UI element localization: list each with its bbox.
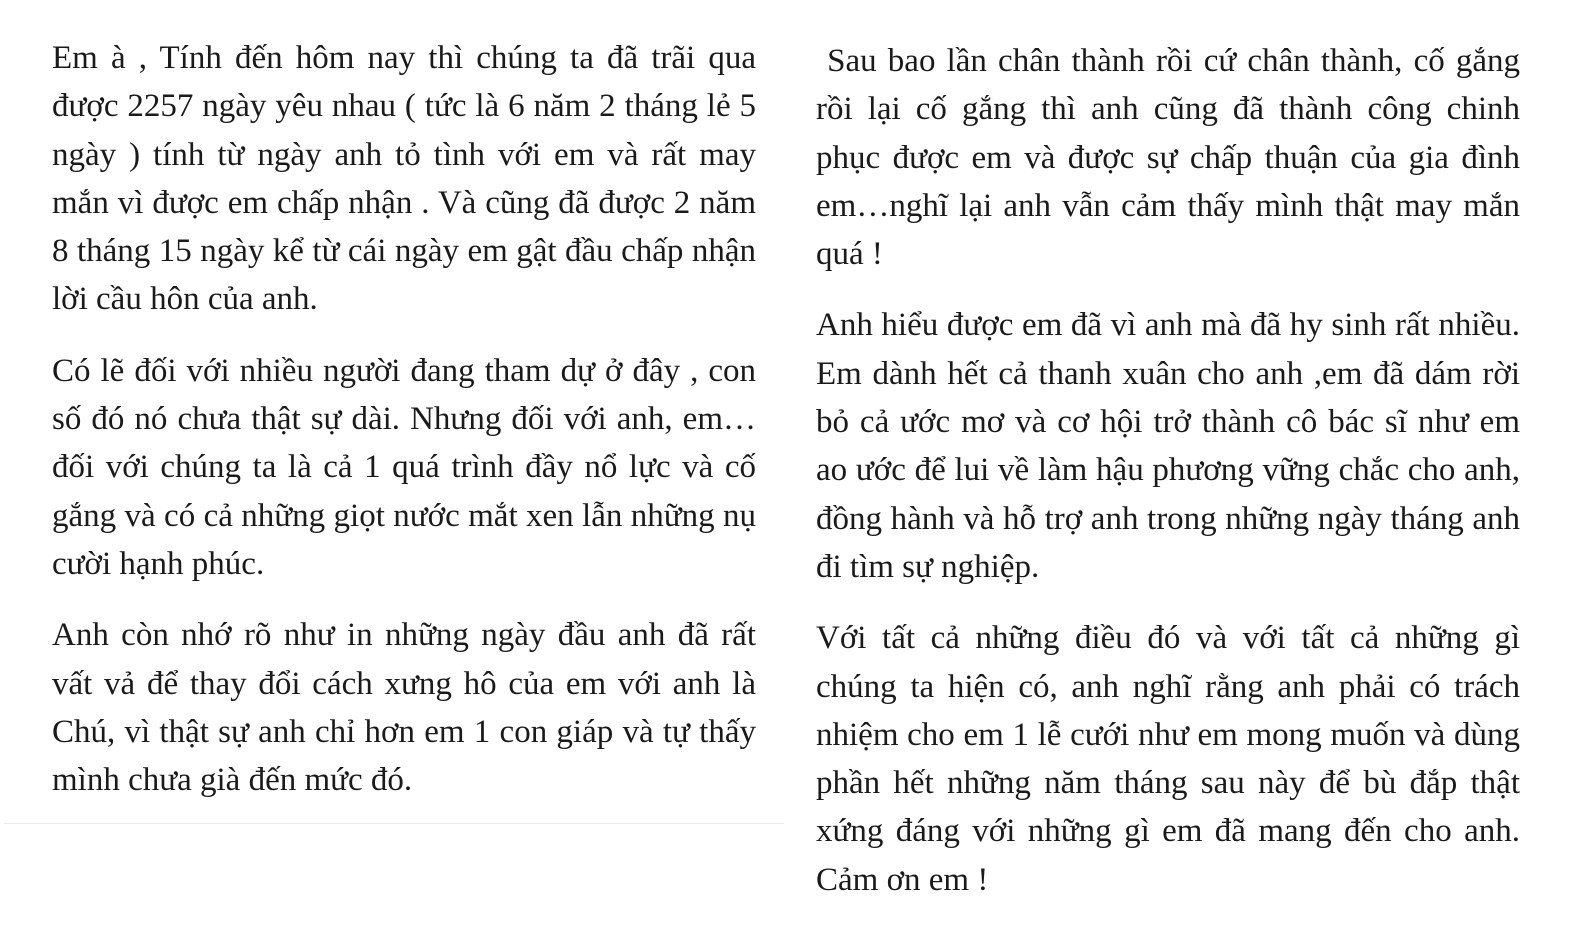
paragraph-left-1: Em à , Tính đến hôm nay thì chúng ta đã trãi qua được 2257 ngày yêu nhau ( tức là 6 năm 2 tháng lẻ 5 ngày ) tính từ ngày anh tỏ tình với em và rất may mắn vì được em chấp nhận . Và cũng đã được 2 năm 8 tháng 15 ngày kể từ cái ngày em gật đầu chấp nhận lời cầu hôn của anh. [52, 40, 756, 318]
left-column [52, 34, 756, 827]
paragraph-right-3: Với tất cả những điều đó và với tất cả những gì chúng ta hiện có, anh nghĩ rằng anh phải có trách nhiệm cho em 1 lễ cưới như em mong muốn và dùng phần hết những năm tháng sau này để bù đắp thật xứng đáng với những gì em đã mang đến cho anh. Cảm ơn em ! [816, 620, 1520, 898]
right-column [816, 37, 1529, 898]
paragraph-right-2: Anh hiểu được em đã vì anh mà đã hy sinh rất nhiều. Em dành hết cả thanh xuân cho anh ,em đã dám rời bỏ cả ước mơ và cơ hội trở thành cô bác sĩ như em ao ước để lui về làm hậu phương vững chắc cho anh, đồng hành và hỗ trợ anh trong những ngày tháng anh đi tìm sự nghiệp. [816, 307, 1520, 585]
page-divider [4, 823, 784, 824]
paragraph-left-2: Có lẽ đối với nhiều người đang tham dự ở đây , con số đó nó chưa thật sự dài. Nhưng đối với anh, em…đối với chúng ta là cả 1 quá trình đầy nổ lực và cố gắng và có cả những giọt nước mắt xen lẫn những nụ cười hạnh phúc. [52, 352, 756, 582]
paragraph-right-1: Sau bao lần chân thành rồi cứ chân thành, cố gắng rồi lại cố gắng thì anh cũng đã thành công chinh phục được em và được sự chấp thuận của gia đình em…nghĩ lại anh vẫn cảm thấy mình thật may mắn quá ! [816, 43, 1529, 273]
paragraph-left-3: Anh còn nhớ rõ như in những ngày đầu anh đã rất vất vả để thay đổi cách xưng hô của em với anh là Chú, vì thật sự anh chỉ hơn em 1 con giáp và tự thấy mình chưa già đến mức đó. [52, 617, 756, 799]
